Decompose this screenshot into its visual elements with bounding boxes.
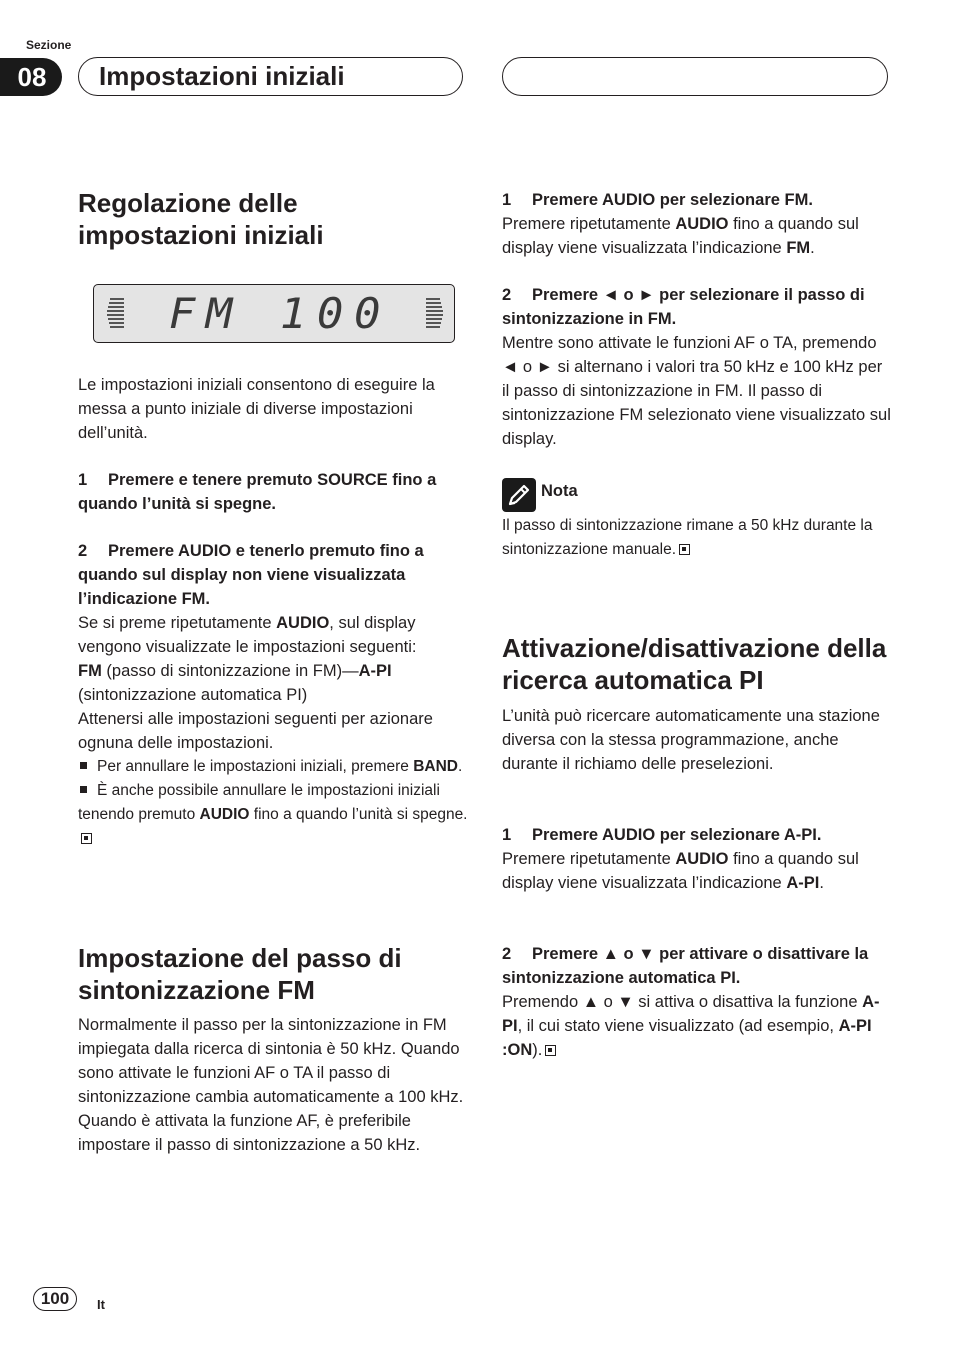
section-number-tab: 08 [0,58,62,96]
step-paragraph: Premere ripetutamente AUDIO fino a quando sul display viene visualizzata l’indicazione FM. [502,215,859,257]
passo-fm-paragraph: Normalmente il passo per la sintonizzazione in FM impiegata dalla ricerca di sintonia è 50 kHz. Quando sono attivate le funzioni AF o TA il passo di sintonizzazione cambia automaticamente a 100 kHz. Quando è attivata la funzione AF, è preferibile impostare il passo di sintonizzazione a 50 kHz. [78,1016,464,1154]
step-2-paragraph-c: Attenersi alle impostazioni seguenti per azionare ognuna delle impostazioni. [78,710,433,752]
level-meter-left-icon [104,298,126,330]
step-paragraph: Mentre sono attivate le funzioni AF o TA, premendo ◄ o ► si alternano i valori tra 50 kHz e 100 kHz per il passo di sintonizzazione in FM. Il passo di sintonizzazione FM selezionato viene visualizzato sul display. [502,334,891,448]
note-text: Il passo di sintonizzazione rimane a 50 kHz durante la sintonizzazione manuale. [502,517,873,558]
intro-paragraph: Le impostazioni iniziali consentono di eseguire la messa a punto iniziale di diverse impostazioni dell’unità. [78,376,435,442]
left-step-1 [78,468,468,516]
bullet-square-icon [80,762,87,769]
step-number: 2 [502,286,512,304]
end-of-section-icon [679,544,690,555]
right-step-1 [502,188,892,260]
end-of-section-icon [545,1045,556,1056]
header-empty-pill [502,57,888,96]
lcd-display [93,284,455,343]
ricerca-pi-paragraph: L’unità può ricercare automaticamente una stazione diversa con la stessa programmazione, anche durante il richiamo delle preselezioni. [502,707,880,773]
lcd-text: FM 100 [168,289,392,338]
right-step-2 [502,283,892,451]
step-2-paragraph-b: FM (passo di sintonizzazione in FM)—A-PI (sintonizzazione automatica PI) [78,662,392,704]
right-step-3 [502,823,892,895]
bullet-item: È anche possibile annullare le impostazioni iniziali tenendo premuto AUDIO fino a quando l’unità si spegne. [78,779,468,851]
note-label: Nota [541,482,578,500]
page-number: 100 [33,1287,77,1311]
heading-regolazione: Regolazione delle impostazioni iniziali [78,188,324,250]
bullet-square-icon [80,786,87,793]
note-pencil-icon [502,478,536,512]
step-text: Premere ▲ o ▼ per attivare o disattivare la sintonizzazione automatica PI. [502,945,869,987]
right-step-4 [502,942,892,1062]
heading-ricerca-pi: Attivazione/disattivazione della ricerca automatica PI [502,633,887,695]
step-paragraph: Premendo ▲ o ▼ si attiva o disattiva la funzione A-PI, il cui stato viene visualizzato (ad esempio, A-PI :ON). [502,993,880,1059]
heading-passo-fm: Impostazione del passo di sintonizzazione FM [78,943,402,1005]
step-2-paragraph-a: Se si preme ripetutamente AUDIO, sul display vengono visualizzate le impostazioni seguenti: [78,614,417,656]
step-text: Premere AUDIO e tenerlo premuto fino a quando sul display non viene visualizzata l’indicazione FM. [78,542,424,608]
step-number: 2 [78,542,88,560]
step-number: 1 [78,471,88,489]
step-number: 1 [502,826,512,844]
left-step-2 [78,539,468,851]
level-meter-right-icon [424,298,446,330]
language-code: It [97,1297,105,1312]
step-number: 2 [502,945,512,963]
section-label: Sezione [26,38,72,52]
step-paragraph: Premere ripetutamente AUDIO fino a quando sul display viene visualizzata l’indicazione A-PI. [502,850,859,892]
bullet-item: Per annullare le impostazioni iniziali, premere BAND. [78,755,468,779]
end-of-section-icon [81,833,92,844]
step-text: Premere AUDIO per selezionare A-PI. [532,826,822,844]
step-text: Premere e tenere premuto SOURCE fino a quando l’unità si spegne. [78,471,437,513]
step-text: Premere AUDIO per selezionare FM. [532,191,813,209]
chapter-title: Impostazioni iniziali [78,57,463,96]
step-text: Premere ◄ o ► per selezionare il passo di sintonizzazione in FM. [502,286,865,328]
step-number: 1 [502,191,512,209]
